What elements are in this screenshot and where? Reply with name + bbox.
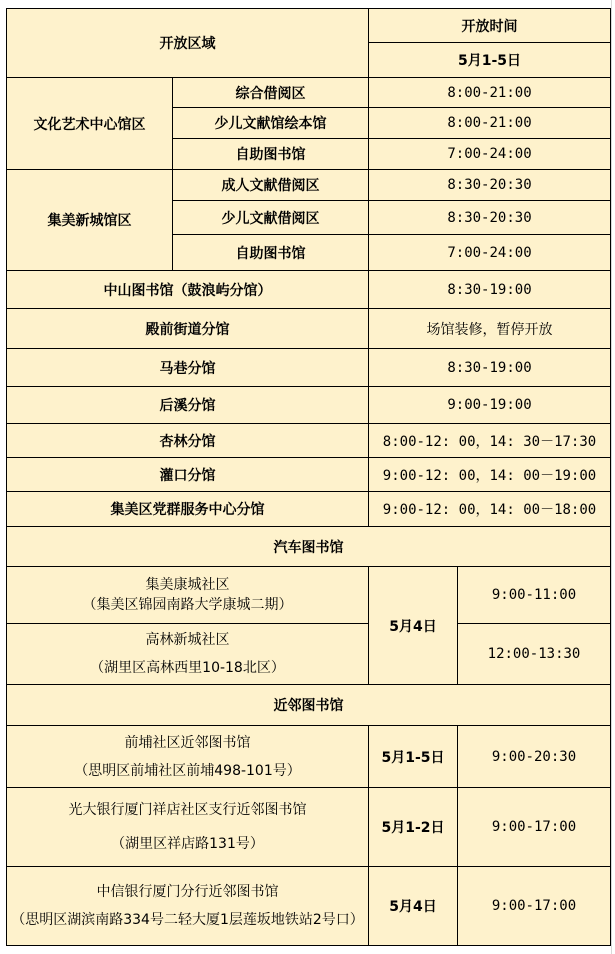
table-row	[7, 567, 611, 624]
table-row	[7, 309, 611, 349]
spacer	[9, 650, 366, 658]
area-cell: 自助图书馆	[173, 139, 369, 170]
site-address: （思明区前埔社区前埔498-101号）	[74, 762, 301, 779]
area-cell: 自助图书馆	[173, 235, 369, 271]
area-cell: 少儿文献馆绘本馆	[173, 108, 369, 139]
jimei-name: 集美新城馆区	[7, 170, 173, 271]
car-site	[7, 567, 369, 624]
neighbor-time: 9:00-17:00	[458, 867, 611, 946]
site-address: （湖里区祥店路131号）	[111, 836, 264, 852]
branch-time: 8:00-12: 00，14: 30－17:30	[369, 424, 611, 458]
section-header-row	[7, 685, 611, 726]
header-row	[7, 9, 611, 43]
branch-name: 殿前街道分馆	[7, 309, 369, 349]
opening-hours-table	[6, 8, 611, 946]
car-site	[7, 624, 369, 685]
spacer	[9, 902, 366, 910]
time-cell: 8:00-21:00	[369, 108, 611, 139]
header-time: 开放时间	[369, 9, 611, 43]
neighbor-date: 5月1-5日	[369, 726, 458, 788]
neighbor-time: 9:00-20:30	[458, 726, 611, 788]
site-address: （湖里区高林西里10-18北区）	[90, 660, 285, 676]
table-row	[7, 492, 611, 527]
branch-time: 场馆装修，暂停开放	[369, 309, 611, 349]
time-cell: 7:00-24:00	[369, 235, 611, 271]
table-row	[7, 349, 611, 387]
site-address: （集美区锦园南路大学康城二期）	[82, 597, 293, 613]
table-row	[7, 78, 611, 108]
area-cell: 少儿文献借阅区	[173, 201, 369, 235]
table-row	[7, 424, 611, 458]
branch-name: 中山图书馆（鼓浪屿分馆）	[7, 271, 369, 309]
time-cell: 8:30-20:30	[369, 201, 611, 235]
branch-name: 灌口分馆	[7, 458, 369, 492]
branch-name: 杏林分馆	[7, 424, 369, 458]
car-library-title: 汽车图书馆	[7, 527, 611, 567]
spacer	[9, 820, 366, 834]
branch-time: 9:00-12: 00，14: 00－18:00	[369, 492, 611, 527]
site-name: 中信银行厦门分行近邻图书馆	[96, 884, 279, 900]
table-row	[7, 788, 611, 867]
site-address: （思明区湖滨南路334号二轻大厦1层莲坂地铁站2号口）	[11, 912, 364, 928]
header-dates: 5月1-5日	[369, 43, 611, 78]
neighbor-time: 9:00-17:00	[458, 788, 611, 867]
time-cell: 7:00-24:00	[369, 139, 611, 170]
branch-time: 8:30-19:00	[369, 271, 611, 309]
neighbor-library-title: 近邻图书馆	[7, 685, 611, 726]
table-row	[7, 387, 611, 424]
table-row	[7, 726, 611, 788]
area-cell: 成人文献借阅区	[173, 170, 369, 201]
section-header-row	[7, 527, 611, 567]
site-name: 高林新城社区	[145, 632, 230, 648]
header-area: 开放区域	[7, 9, 369, 78]
neighbor-date: 5月4日	[369, 867, 458, 946]
site-name: 前埔社区近邻图书馆	[124, 734, 251, 751]
table-row	[7, 271, 611, 309]
table-row	[7, 170, 611, 201]
table-row	[7, 458, 611, 492]
car-date: 5月4日	[369, 567, 458, 685]
neighbor-site	[7, 726, 369, 788]
grid-line	[611, 0, 612, 954]
branch-time: 9:00-12: 00，14: 00－19:00	[369, 458, 611, 492]
branch-time: 9:00-19:00	[369, 387, 611, 424]
car-time: 9:00-11:00	[458, 567, 611, 624]
neighbor-site	[7, 788, 369, 867]
neighbor-date: 5月1-2日	[369, 788, 458, 867]
time-cell: 8:30-20:30	[369, 170, 611, 201]
site-name: 集美康城社区	[145, 577, 230, 593]
site-name: 光大银行厦门祥店社区支行近邻图书馆	[68, 802, 307, 818]
table-row	[7, 867, 611, 946]
branch-time: 8:30-19:00	[369, 349, 611, 387]
table-row	[7, 624, 611, 685]
area-cell: 综合借阅区	[173, 78, 369, 108]
spacer	[9, 753, 366, 761]
branch-name: 后溪分馆	[7, 387, 369, 424]
branch-name: 集美区党群服务中心分馆	[7, 492, 369, 527]
time-cell: 8:00-21:00	[369, 78, 611, 108]
car-time: 12:00-13:30	[458, 624, 611, 685]
wenhua-name: 文化艺术中心馆区	[7, 78, 173, 170]
neighbor-site	[7, 867, 369, 946]
branch-name: 马巷分馆	[7, 349, 369, 387]
